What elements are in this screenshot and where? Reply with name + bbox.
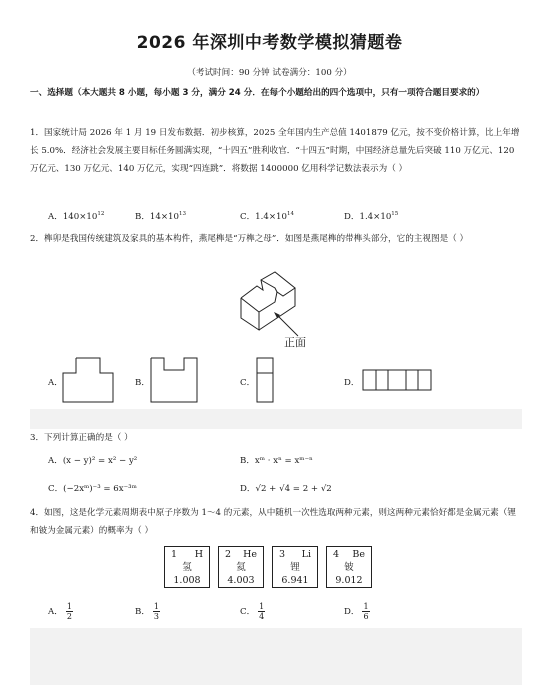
q1-option-b-exp: 13 — [179, 211, 186, 217]
element-mass: 6.941 — [281, 575, 309, 586]
q3-option-b-expr: xᵐ · xⁿ = xᵐ⁻ⁿ — [254, 456, 313, 466]
fraction-denominator: 6 — [363, 612, 369, 621]
q2-option-b-shape[interactable] — [150, 357, 198, 403]
q4-option-d[interactable] — [344, 602, 370, 621]
answer-space-q2 — [30, 409, 522, 429]
element-cell — [164, 546, 210, 588]
fraction — [362, 602, 369, 621]
q2-option-d-shape[interactable] — [362, 369, 432, 391]
fraction-numerator: 1 — [363, 602, 369, 611]
q1-option-b-label: B． — [135, 212, 150, 222]
q3-option-c-expr: (−2xᵐ)⁻³ = 6x⁻³ᵐ — [63, 484, 137, 494]
q2-option-d-label[interactable]: D． — [344, 378, 360, 388]
question-4-text: 4．如图，这是化学元素周期表中原子序数为 1～4 的元素，从中随机一次性选取两种元素，则这两种元素恰好都是金属元素（锂和铍为金属元素）的概率为（ ） — [30, 508, 516, 536]
q3-option-a-label: A． — [48, 456, 63, 466]
q4-option-b[interactable] — [135, 602, 160, 621]
q1-option-a[interactable] — [48, 210, 104, 222]
element-symbol: He — [243, 549, 257, 560]
section-heading: 一、选择题（本大题共 8 小题，每小题 3 分，满分 24 分．在每个小题给出的四个选项中，只有一项符合题目要求的） — [30, 88, 485, 98]
element-cell — [218, 546, 264, 588]
question-3-text: 3．下列计算正确的是（ ） — [30, 433, 133, 443]
q4-option-d-label: D． — [344, 607, 360, 617]
element-number: 2 — [225, 549, 232, 560]
q3-option-c[interactable] — [48, 482, 137, 494]
q3-option-a[interactable] — [48, 454, 137, 466]
q1-option-d-exp: 15 — [391, 211, 399, 217]
q3-option-b-label: B． — [240, 456, 255, 466]
question-1-text: 1．国家统计局 2026 年 1 月 19 日发布数据．初步核算，2025 全年国内生产总值 1401879 亿元，按不变价格计算，比上年增长 5.0%．经济社会发展主要目标任务圆满实现，“十四五”胜利收官．“十四五”时期，中国经济总量先后突破 110 万亿元、120 万亿元、130 万亿元、140 万亿元，实现“四连跳”．将数据 1400000 亿用科学记数法表示为（ ） — [30, 128, 520, 174]
exam-title: 2026 年深圳中考数学模拟猜题卷 — [136, 33, 403, 53]
q3-option-d-label: D． — [240, 484, 256, 494]
element-cell — [326, 546, 372, 588]
element-symbol: Be — [352, 549, 365, 560]
q1-option-a-label: A． — [48, 212, 63, 222]
q1-option-c-base: 1.4×10 — [255, 212, 287, 222]
element-name: 氢 — [182, 562, 192, 573]
q2-option-c-label[interactable]: C． — [240, 378, 256, 388]
q4-option-c-label: C． — [240, 607, 256, 617]
fraction — [258, 602, 265, 621]
q3-option-d[interactable] — [240, 482, 332, 494]
element-name: 氦 — [236, 562, 246, 573]
q3-option-c-label: C． — [48, 484, 64, 494]
q1-option-a-exp: 12 — [97, 211, 105, 217]
q3-option-d-expr: √2 + √4 = 2 + √2 — [255, 484, 332, 494]
q4-option-a-label: A． — [48, 607, 63, 617]
q1-option-c-label: C． — [240, 212, 256, 222]
element-number: 4 — [333, 549, 340, 560]
element-mass: 9.012 — [335, 575, 363, 586]
element-mass: 4.003 — [227, 575, 255, 586]
q4-option-c[interactable] — [240, 602, 265, 621]
q2-option-b-label[interactable]: B． — [135, 378, 150, 388]
element-number: 3 — [279, 549, 286, 560]
element-number: 1 — [171, 549, 178, 560]
question-2-text: 2．榫卯是我国传统建筑及家具的基本构件，燕尾榫是“万榫之母”．如图是燕尾榫的带榫头部分，它的主视图是（ ） — [30, 234, 469, 244]
element-symbol: H — [194, 549, 203, 560]
fraction-numerator: 1 — [259, 602, 265, 611]
fraction-denominator: 4 — [259, 612, 265, 621]
fraction-numerator: 1 — [66, 602, 72, 611]
periodic-table-excerpt — [164, 546, 372, 588]
fraction-denominator: 2 — [66, 612, 72, 621]
q4-option-a[interactable] — [48, 602, 73, 621]
q1-option-a-base: 140×10 — [62, 212, 98, 222]
front-label: 正面 — [284, 336, 306, 349]
fraction-denominator: 3 — [153, 612, 160, 621]
answer-space-q4 — [30, 628, 522, 685]
q4-option-b-label: B． — [135, 607, 150, 617]
element-mass: 1.008 — [173, 575, 201, 586]
q1-option-b-base: 14×10 — [149, 212, 179, 222]
q3-option-a-expr: (x − y)² = x² − y² — [62, 456, 138, 466]
element-symbol: Li — [301, 549, 311, 560]
q1-option-d-base: 1.4×10 — [359, 212, 392, 222]
q2-option-c-shape[interactable] — [256, 357, 274, 403]
fraction-numerator: 1 — [153, 602, 160, 611]
fraction — [153, 602, 160, 621]
q3-option-b[interactable] — [240, 454, 313, 466]
q1-option-c-exp: 14 — [286, 211, 294, 217]
fraction — [66, 602, 73, 621]
q1-option-c[interactable] — [240, 210, 294, 222]
element-cell — [272, 546, 318, 588]
q2-option-a-shape[interactable] — [62, 357, 114, 403]
q2-option-a-label[interactable]: A． — [48, 378, 63, 388]
element-name: 铍 — [344, 562, 354, 573]
q1-option-d[interactable] — [344, 210, 398, 222]
exam-subtitle: （考试时间：90 分钟 试卷满分：100 分） — [187, 68, 352, 78]
q1-option-b[interactable] — [135, 210, 186, 222]
element-name: 锂 — [290, 562, 300, 573]
q1-option-d-label: D． — [344, 212, 360, 222]
